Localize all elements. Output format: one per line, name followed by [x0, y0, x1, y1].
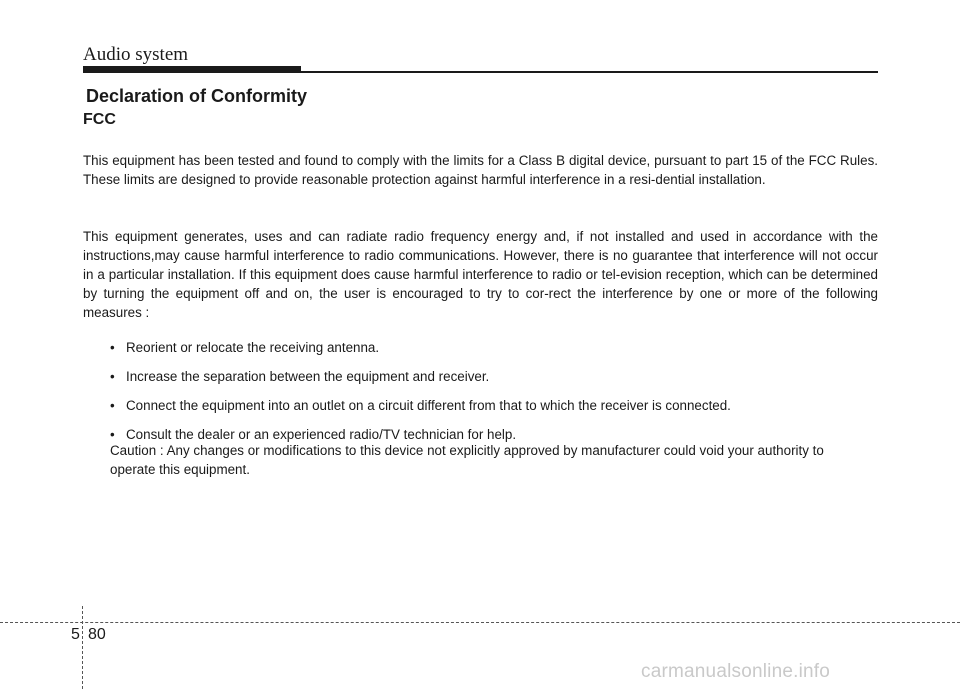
list-item — [110, 367, 870, 386]
header-rule-thick — [83, 66, 301, 73]
list-item-text: Connect the equipment into an outlet on a circuit different from that to which the receiver is connected. — [126, 398, 731, 413]
list-item-text: Increase the separation between the equipment and receiver. — [126, 369, 490, 384]
paragraph-compliance: This equipment has been tested and found to comply with the limits for a Class B digital device, pursuant to part 15 of the FCC Rules. These limits are designed to provide reasonable protection against harmful interference in a resi-dential installation. — [83, 153, 878, 187]
list-item-text: Reorient or relocate the receiving antenna. — [126, 340, 380, 355]
header-title: Audio system — [83, 44, 189, 65]
bullet-icon: • — [110, 369, 115, 384]
caution-note: Caution : Any changes or modifications to this device not explicitly approved by manufacturer could void your authority to operate this equipment. — [110, 443, 824, 477]
measures-list — [110, 338, 870, 454]
header-rule-thin — [301, 71, 878, 73]
list-item-text: Consult the dealer or an experienced radio/TV technician for help. — [126, 427, 517, 442]
footer-rule — [0, 622, 960, 623]
section-subtitle: FCC — [83, 111, 116, 128]
chapter-number: 5 — [71, 626, 80, 643]
paragraph-interference: This equipment generates, uses and can radiate radio frequency energy and, if not installed and used in accordance with the instructions,may cause harmful interference to radio communications. However, there is no guarantee that interference will not occur in a particular installation. If this equipment does cause harmful interference to radio or tel-evision reception, which can be determined by turning the equipment off and on, the user is encouraged to try to cor-rect the interference by one or more of the following measures : — [83, 229, 878, 320]
page-number: 80 — [88, 626, 106, 643]
bullet-icon: • — [110, 398, 115, 413]
section-title: Declaration of Conformity — [86, 86, 308, 106]
bullet-icon: • — [110, 427, 115, 442]
list-item — [110, 396, 870, 415]
watermark: carmanualsonline.info — [641, 661, 831, 682]
bullet-icon: • — [110, 340, 115, 355]
footer-vertical-rule — [82, 606, 83, 689]
list-item — [110, 338, 870, 357]
